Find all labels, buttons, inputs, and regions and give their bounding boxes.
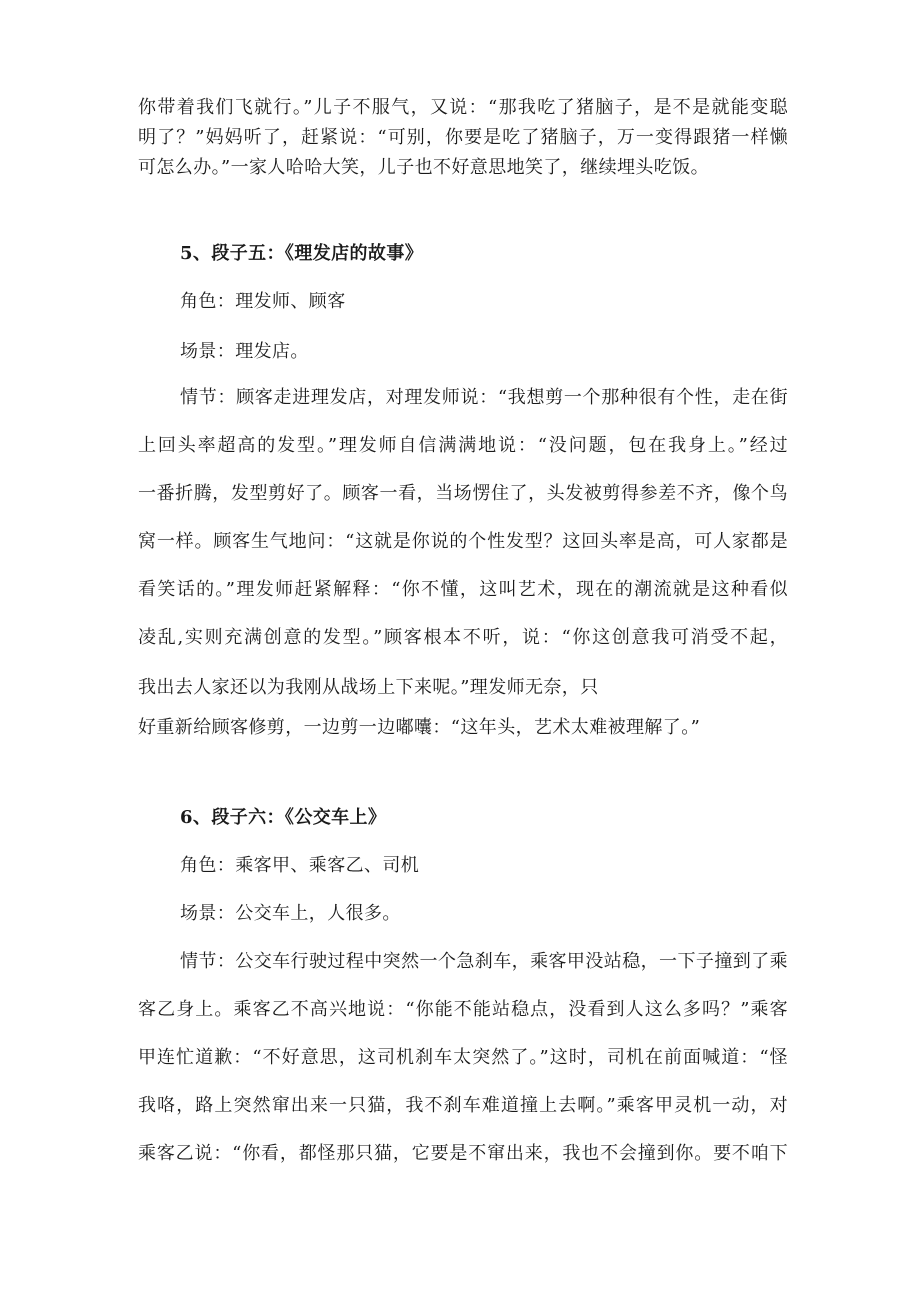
section5-plot-line-2: 上回头率超高的发型。”理发师自信满满地说：“没问题，包在我身上。”经过 (138, 435, 788, 456)
section5-roles: 角色：理发师、顾客 (180, 291, 346, 312)
section5-plot-line-7: 我出去人家还以为我刚从战场上下来呢。”理发师无奈，只 (138, 677, 599, 698)
intro-line-2: 明了？”妈妈听了，赶紧说：“可别，你要是吃了猪脑子，万一变得跟猪一样懒 (138, 127, 788, 148)
section6-plot-line-1: 情节：公交车行驶过程中突然一个急刹车，乘客甲没站稳，一下子撞到了乘 (180, 951, 788, 972)
section6-title: 6、段子六：《公交车上》 (180, 807, 387, 828)
section5-plot-line-6: 凌乱,实则充满创意的发型。”顾客根本不听，说：“你这创意我可消受不起， (138, 627, 788, 648)
intro-line-3: 可怎么办。”一家人哈哈大笑，儿子也不好意思地笑了，继续埋头吃饭。 (138, 157, 709, 178)
section5-title: 5、段子五：《理发店的故事》 (180, 243, 424, 264)
section6-plot-line-2: 客乙身上。乘客乙不高兴地说：“你能不能站稳点，没看到人这么多吗？”乘客 (138, 999, 788, 1020)
section5-plot-line-3: 一番折腾，发型剪好了。顾客一看，当场愣住了，头发被剪得参差不齐，像个鸟 (138, 483, 788, 504)
intro-line-1: 你带着我们飞就行。”儿子不服气，又说：“那我吃了猪脑子，是不是就能变聪 (138, 97, 788, 118)
section6-roles: 角色：乘客甲、乘客乙、司机 (180, 855, 420, 876)
section6-scene: 场景：公交车上，人很多。 (180, 903, 401, 924)
section5-scene: 场景：理发店。 (180, 341, 309, 362)
section6-plot-line-5: 乘客乙说：“你看，都怪那只猫，它要是不窜出来，我也不会撞到你。要不咱下 (138, 1143, 788, 1164)
section6-plot-line-3: 甲连忙道歉：“不好意思，这司机刹车太突然了。”这时，司机在前面喊道：“怪 (138, 1047, 788, 1068)
section6-plot-line-4: 我咯，路上突然窜出来一只猫，我不刹车难道撞上去啊。”乘客甲灵机一动，对 (138, 1095, 788, 1116)
section5-plot-line-1: 情节：顾客走进理发店，对理发师说：“我想剪一个那种很有个性，走在街 (180, 387, 788, 408)
section5-plot-line-5: 看笑话的。”理发师赶紧解释：“你不懂，这叫艺术，现在的潮流就是这种看似 (138, 579, 788, 600)
section5-plot-line-4: 窝一样。顾客生气地问：“这就是你说的个性发型？这回头率是高，可人家都是 (138, 531, 788, 552)
section5-plot-line-8: 好重新给顾客修剪，一边剪一边嘟囔：“这年头，艺术太难被理解了。” (138, 717, 701, 738)
